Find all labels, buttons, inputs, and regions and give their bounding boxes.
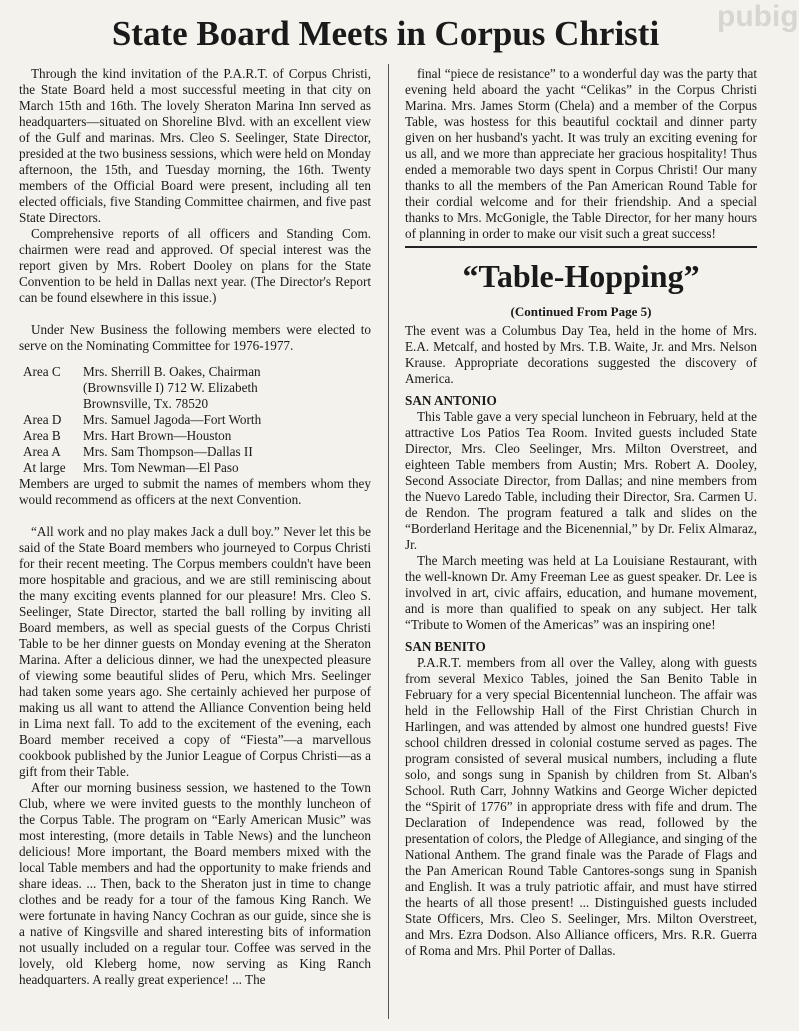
member-name: Mrs. Sherrill B. Oakes, Chairman [83, 364, 261, 379]
area-label: Area A [23, 444, 61, 459]
area-label: Area D [23, 412, 62, 427]
list-item [23, 412, 261, 428]
paragraph: P.A.R.T. members from all over the Valley, along with guests from several Mexico Tables, joined the San Benito Table in February for a very special Bicentennial luncheon. The affair was held in the Fellowship Hall of the First Christian Church in Harlingen, and was attended by almost one hundred guests! Five school children dressed in colonial costume served as pages. The program consisted of several musical numbers, including a flute solo, and songs sung in Spanish by children from St. Alban's School. Ruth Carr, Johnny Watkins and George Wicher depicted the “Spirit of 1776” in appropriate dress with fife and drum. The Declaration of Independence was read, followed by the presentation of colors, the Pledge of Allegiance, and singing of the National Anthem. The grand finale was the Parade of Flags and the Pan American Round Table Cantores-songs sung in Spanish and English. It was a truly patriotic affair, and must have stirred the hearts of all those present! ... Distinguished guests included State Officers, Mrs. Cleo S. Seelinger, Mrs. Milton Overstreet, and Mrs. Ezra Dodson. Also Alliance officers, Mrs. R.R. Guerra of Roma and Mrs. Phil Porter of Dallas. [405, 655, 757, 958]
list-item [23, 444, 261, 460]
section-divider [405, 246, 757, 248]
continued-note: (Continued From Page 5) [510, 304, 652, 319]
member-name: (Brownsville I) 712 W. Elizabeth [83, 380, 258, 395]
article-title: State Board Meets in Corpus Christi [111, 14, 660, 53]
paragraph: After our morning business session, we hastened to the Town Club, where we were invited guests to the monthly luncheon of the Corpus Table. The program on “Early American Music” was most interesting, (more details in Table News) and the luncheon delicious! More important, the Board members mixed with the local Table members and had the opportunity to make friends and share ideas. ... Then, back to the Sheraton just in time to change clothes and be ready for a tour of the famous King Ranch. We were fortunate in having Nancy Cochran as our guide, since she is a native of Kingsville and shared interesting bits of information not usually included on a regular tour. Coffee was served in the lovely, old Kleberg home, now serving as King Ranch headquarters. A really great experience! ... The [19, 780, 371, 987]
paragraph: The event was a Columbus Day Tea, held in the home of Mrs. E.A. Metcalf, and hosted by Mrs. T.B. Waite, Jr. and Mrs. Nelson Krause. Appropriate decorations suggested the discovery of America. [405, 323, 757, 386]
bleed-through-text: pubig [717, 0, 799, 33]
section-heading: “Table-Hopping” [462, 258, 700, 294]
area-label: At large [23, 460, 66, 475]
paragraph: The March meeting was held at La Louisiane Restaurant, with the well-known Dr. Amy Freeman Lee as guest speaker. Dr. Lee is involved in art, civic affairs, education, and humane movement, and is more than qualified to speak on any subject. Her talk “Tribute to Women of the Americas” was an inspiring one! [405, 553, 757, 632]
right-column [405, 66, 757, 959]
list-item [23, 380, 261, 396]
paragraph: Comprehensive reports of all officers and Standing Com. chairmen were read and approved. Of special interest was the report given by Mrs. Robert Dooley on plans for the State Convention to be held in Dallas next year. (The Director's Report can be found elsewhere in this issue.) [19, 226, 371, 305]
paragraph: Through the kind invitation of the P.A.R.T. of Corpus Christi, the State Board held a most successful meeting in that city on March 15th and 16th. The lovely Sheraton Marina Inn served as headquarters—situated on Shoreline Blvd. with an excellent view of the Gulf and marinas. Mrs. Cleo S. Seelinger, State Director, presided at the two business sessions, which were held on Monday afternoon, the 15th, and Tuesday morning, the 16th. Twenty members of the Official Board were present, including all ten elected officials, five Standing Committee chairmen, and five past State Directors. [19, 66, 371, 225]
left-column [19, 66, 371, 988]
paragraph: Under New Business the following members were elected to serve on the Nominating Committee for 1976-1977. [19, 322, 371, 353]
subsection-heading: SAN ANTONIO [405, 393, 497, 408]
subsection-heading: SAN BENITO [405, 639, 486, 654]
area-label: Area C [23, 364, 61, 379]
nominating-committee-list [23, 364, 261, 476]
paragraph: This Table gave a very special luncheon in February, held at the attractive Los Patios Tea Room. Invited guests included State Director, Mrs. Cleo Seelinger, Mrs. Milton Overstreet, and eighteen Table members from Austin; Mrs. Robert A. Dooley, Second Associate Director, from Dallas; and nine members from the Nuevo Laredo Table, including their Director, Sra. Carmen U. de Rendon. The program featured a talk and slides on the “Borderland Heritage and the Bicenennial,” by Dr. Felix Almaraz, Jr. [405, 409, 757, 552]
column-divider [388, 64, 389, 1019]
area-label [23, 396, 83, 412]
paragraph: final “piece de resistance” to a wonderful day was the party that evening held aboard the yacht “Celikas” in the Corpus Christi Marina. Mrs. James Storm (Chela) and a member of the Corpus Table, was hostess for this beautiful cocktail and dinner party given on her husband's yacht. It was truly an exciting evening for us all, and we more than appreciate her gracious hospitality! Thus ended a memorable two days spent in Corpus Christi! Our many thanks to all the members of the Pan American Round Table for their cordial welcome and for their friendship. And a special thanks to Mrs. McGonigle, the Table Director, for her many hours of planning in order to make our visit such a great success! [405, 66, 757, 241]
member-name: Brownsville, Tx. 78520 [83, 396, 209, 411]
member-name: Mrs. Tom Newman—El Paso [83, 460, 239, 475]
member-name: Mrs. Samuel Jagoda—Fort Worth [83, 412, 262, 427]
area-label: Area B [23, 428, 61, 443]
list-item [23, 428, 261, 444]
list-item [23, 460, 261, 476]
member-name: Mrs. Hart Brown—Houston [83, 428, 232, 443]
area-label [23, 380, 83, 396]
paragraph: “All work and no play makes Jack a dull boy.” Never let this be said of the State Board members who journeyed to Corpus Christi for their recent meeting. The Corpus members couldn't have been more hospitable and gracious, and we are still reminiscing about the many exciting events planned for our pleasure! Mrs. Cleo S. Seelinger, State Director, started the ball rolling by inviting all Board members, as well as special guests of the Corpus Christi Table to be her dinner guests on Monday evening at the Sheraton Marina. After a delicious dinner, we had the unexpected pleasure of viewing some beautiful slides of Peru, which Mrs. Seelinger had taken some years ago. She certainly achieved her purpose of making us all want to attend the Alliance Convention being held in Lima next fall. To add to the excitement of the evening, each Board member received a copy of “Fiesta”—a marvellous cookbook published by the Junior League of Corpus Christi—as a gift from their Table. [19, 524, 371, 779]
list-item [23, 364, 261, 380]
list-item [23, 396, 261, 412]
paragraph: Members are urged to submit the names of members whom they would recommend as officers at the next Convention. [19, 476, 371, 507]
member-name: Mrs. Sam Thompson—Dallas II [83, 444, 253, 459]
